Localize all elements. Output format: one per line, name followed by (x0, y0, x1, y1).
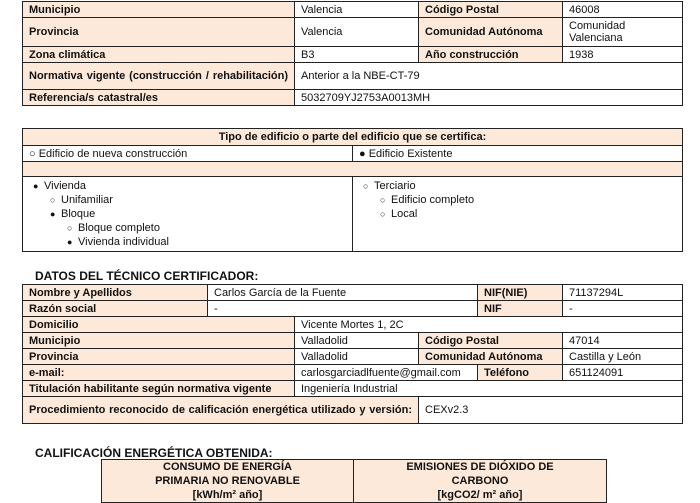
uso-residencial-cell (23, 177, 353, 252)
uso-residencial-list (29, 179, 346, 249)
option-label: Local (391, 208, 418, 220)
option-label: Unifamiliar (61, 194, 113, 206)
label: Código Postal (419, 2, 563, 18)
option-label: Bloque (61, 208, 96, 220)
value: Valencia (295, 18, 419, 47)
building-data-table (22, 1, 683, 106)
telefono-label: Teléfono (478, 365, 563, 381)
emisiones-line-3: [kgCO2/ m² año] (437, 489, 523, 501)
energy-rating-table (101, 459, 607, 503)
option-item (29, 221, 346, 235)
domicilio-value: Vicente Mortes 1, 2C (295, 317, 683, 333)
option-item (359, 207, 676, 221)
catastral-label: Referencia/s catastral/es (23, 90, 295, 106)
titulacion-value: Ingeniería Industrial (295, 381, 683, 397)
tecnico-section-title: DATOS DEL TÉCNICO CERTIFICADOR: (35, 269, 259, 283)
row-municipio (23, 2, 683, 18)
option-item (359, 179, 676, 193)
tipo-header: Tipo de edificio o parte del edificio que se certifica: (23, 129, 683, 146)
label: Año construcción (419, 47, 563, 63)
value: Valencia (295, 2, 419, 18)
normativa-value: Anterior a la NBE-CT-79 (295, 63, 683, 90)
nif-value: 71137294L (563, 285, 683, 301)
cp-value: 47014 (563, 333, 683, 349)
option-nueva-construccion: ○ Edificio de nueva construcción (23, 146, 353, 162)
option-edificio-existente: ● Edificio Existente (353, 146, 683, 162)
provincia-value: Valladolid (295, 349, 419, 365)
option-label: Edificio completo (391, 194, 475, 206)
technician-table (22, 284, 683, 424)
provincia-label: Provincia (23, 349, 295, 365)
razon-label: Razón social (23, 301, 208, 317)
emisiones-header (354, 460, 607, 503)
value: 46008 (563, 2, 683, 18)
consumo-header (102, 460, 354, 503)
telefono-value: 651124091 (563, 365, 683, 381)
label: Zona climática (23, 47, 295, 63)
nif2-value: - (563, 301, 683, 317)
consumo-line-1: CONSUMO DE ENERGÍA (163, 461, 292, 473)
uso-terciario-list (359, 179, 676, 221)
label: Provincia (23, 18, 295, 47)
nif-label: NIF(NIE) (478, 285, 563, 301)
radio-filled-icon: ● (50, 209, 56, 219)
titulacion-label: Titulación habilitante según normativa vigente (23, 381, 295, 397)
row-provincia (23, 18, 683, 47)
option-item (359, 193, 676, 207)
radio-empty-icon: ○ (363, 181, 369, 191)
option-item (29, 235, 346, 249)
calificacion-section-title: CALIFICACIÓN ENERGÉTICA OBTENIDA: (35, 446, 273, 460)
radio-empty-icon: ○ (380, 209, 386, 219)
procedimiento-value: CEXv2.3 (419, 397, 683, 424)
value: 1938 (563, 47, 683, 63)
option-item (29, 179, 346, 193)
municipio-value: Valladolid (295, 333, 419, 349)
procedimiento-label: Procedimiento reconocido de calificación energética utilizado y versión: (23, 397, 419, 424)
radio-filled-icon: ● (33, 181, 39, 191)
value: B3 (295, 47, 419, 63)
option-label: Vivienda individual (78, 236, 169, 248)
email-value: carlosgarciadlfuente@gmail.com (295, 365, 478, 381)
option-item (29, 207, 346, 221)
domicilio-label: Domicilio (23, 317, 295, 333)
radio-empty-icon: ○ (50, 195, 56, 205)
label: Municipio (23, 2, 295, 18)
label: Comunidad Autónoma (419, 18, 563, 47)
uso-terciario-cell (353, 177, 683, 252)
option-label: Vivienda (44, 180, 86, 192)
row-catastral (23, 90, 683, 106)
tipo-separator (23, 162, 683, 177)
nombre-label: Nombre y Apellidos (23, 285, 208, 301)
nif2-label: NIF (478, 301, 563, 317)
radio-empty-icon: ○ (380, 195, 386, 205)
normativa-label: Normativa vigente (construcción / rehabilitación) (23, 63, 295, 90)
cp-label: Código Postal (419, 333, 563, 349)
radio-filled-icon: ● (67, 237, 73, 247)
emisiones-line-2: CARBONO (451, 475, 509, 487)
razon-value: - (208, 301, 478, 317)
building-type-table (22, 128, 683, 252)
nombre-value: Carlos García de la Fuente (208, 285, 478, 301)
ca-value: Castilla y León (563, 349, 683, 365)
email-label: e-mail: (23, 365, 295, 381)
option-label: Terciario (374, 180, 416, 192)
option-item (29, 193, 346, 207)
municipio-label: Municipio (23, 333, 295, 349)
option-label: Bloque completo (78, 222, 160, 234)
value: Comunidad Valenciana (563, 18, 683, 47)
catastral-value: 5032709YJ2753A0013MH (295, 90, 683, 106)
consumo-line-2: PRIMARIA NO RENOVABLE (155, 475, 300, 487)
consumo-line-3: [kWh/m² año] (192, 489, 263, 501)
radio-empty-icon: ○ (67, 223, 73, 233)
row-zona (23, 47, 683, 63)
ca-label: Comunidad Autónoma (419, 349, 563, 365)
row-normativa (23, 63, 683, 90)
emisiones-line-1: EMISIONES DE DIÓXIDO DE (406, 461, 554, 473)
